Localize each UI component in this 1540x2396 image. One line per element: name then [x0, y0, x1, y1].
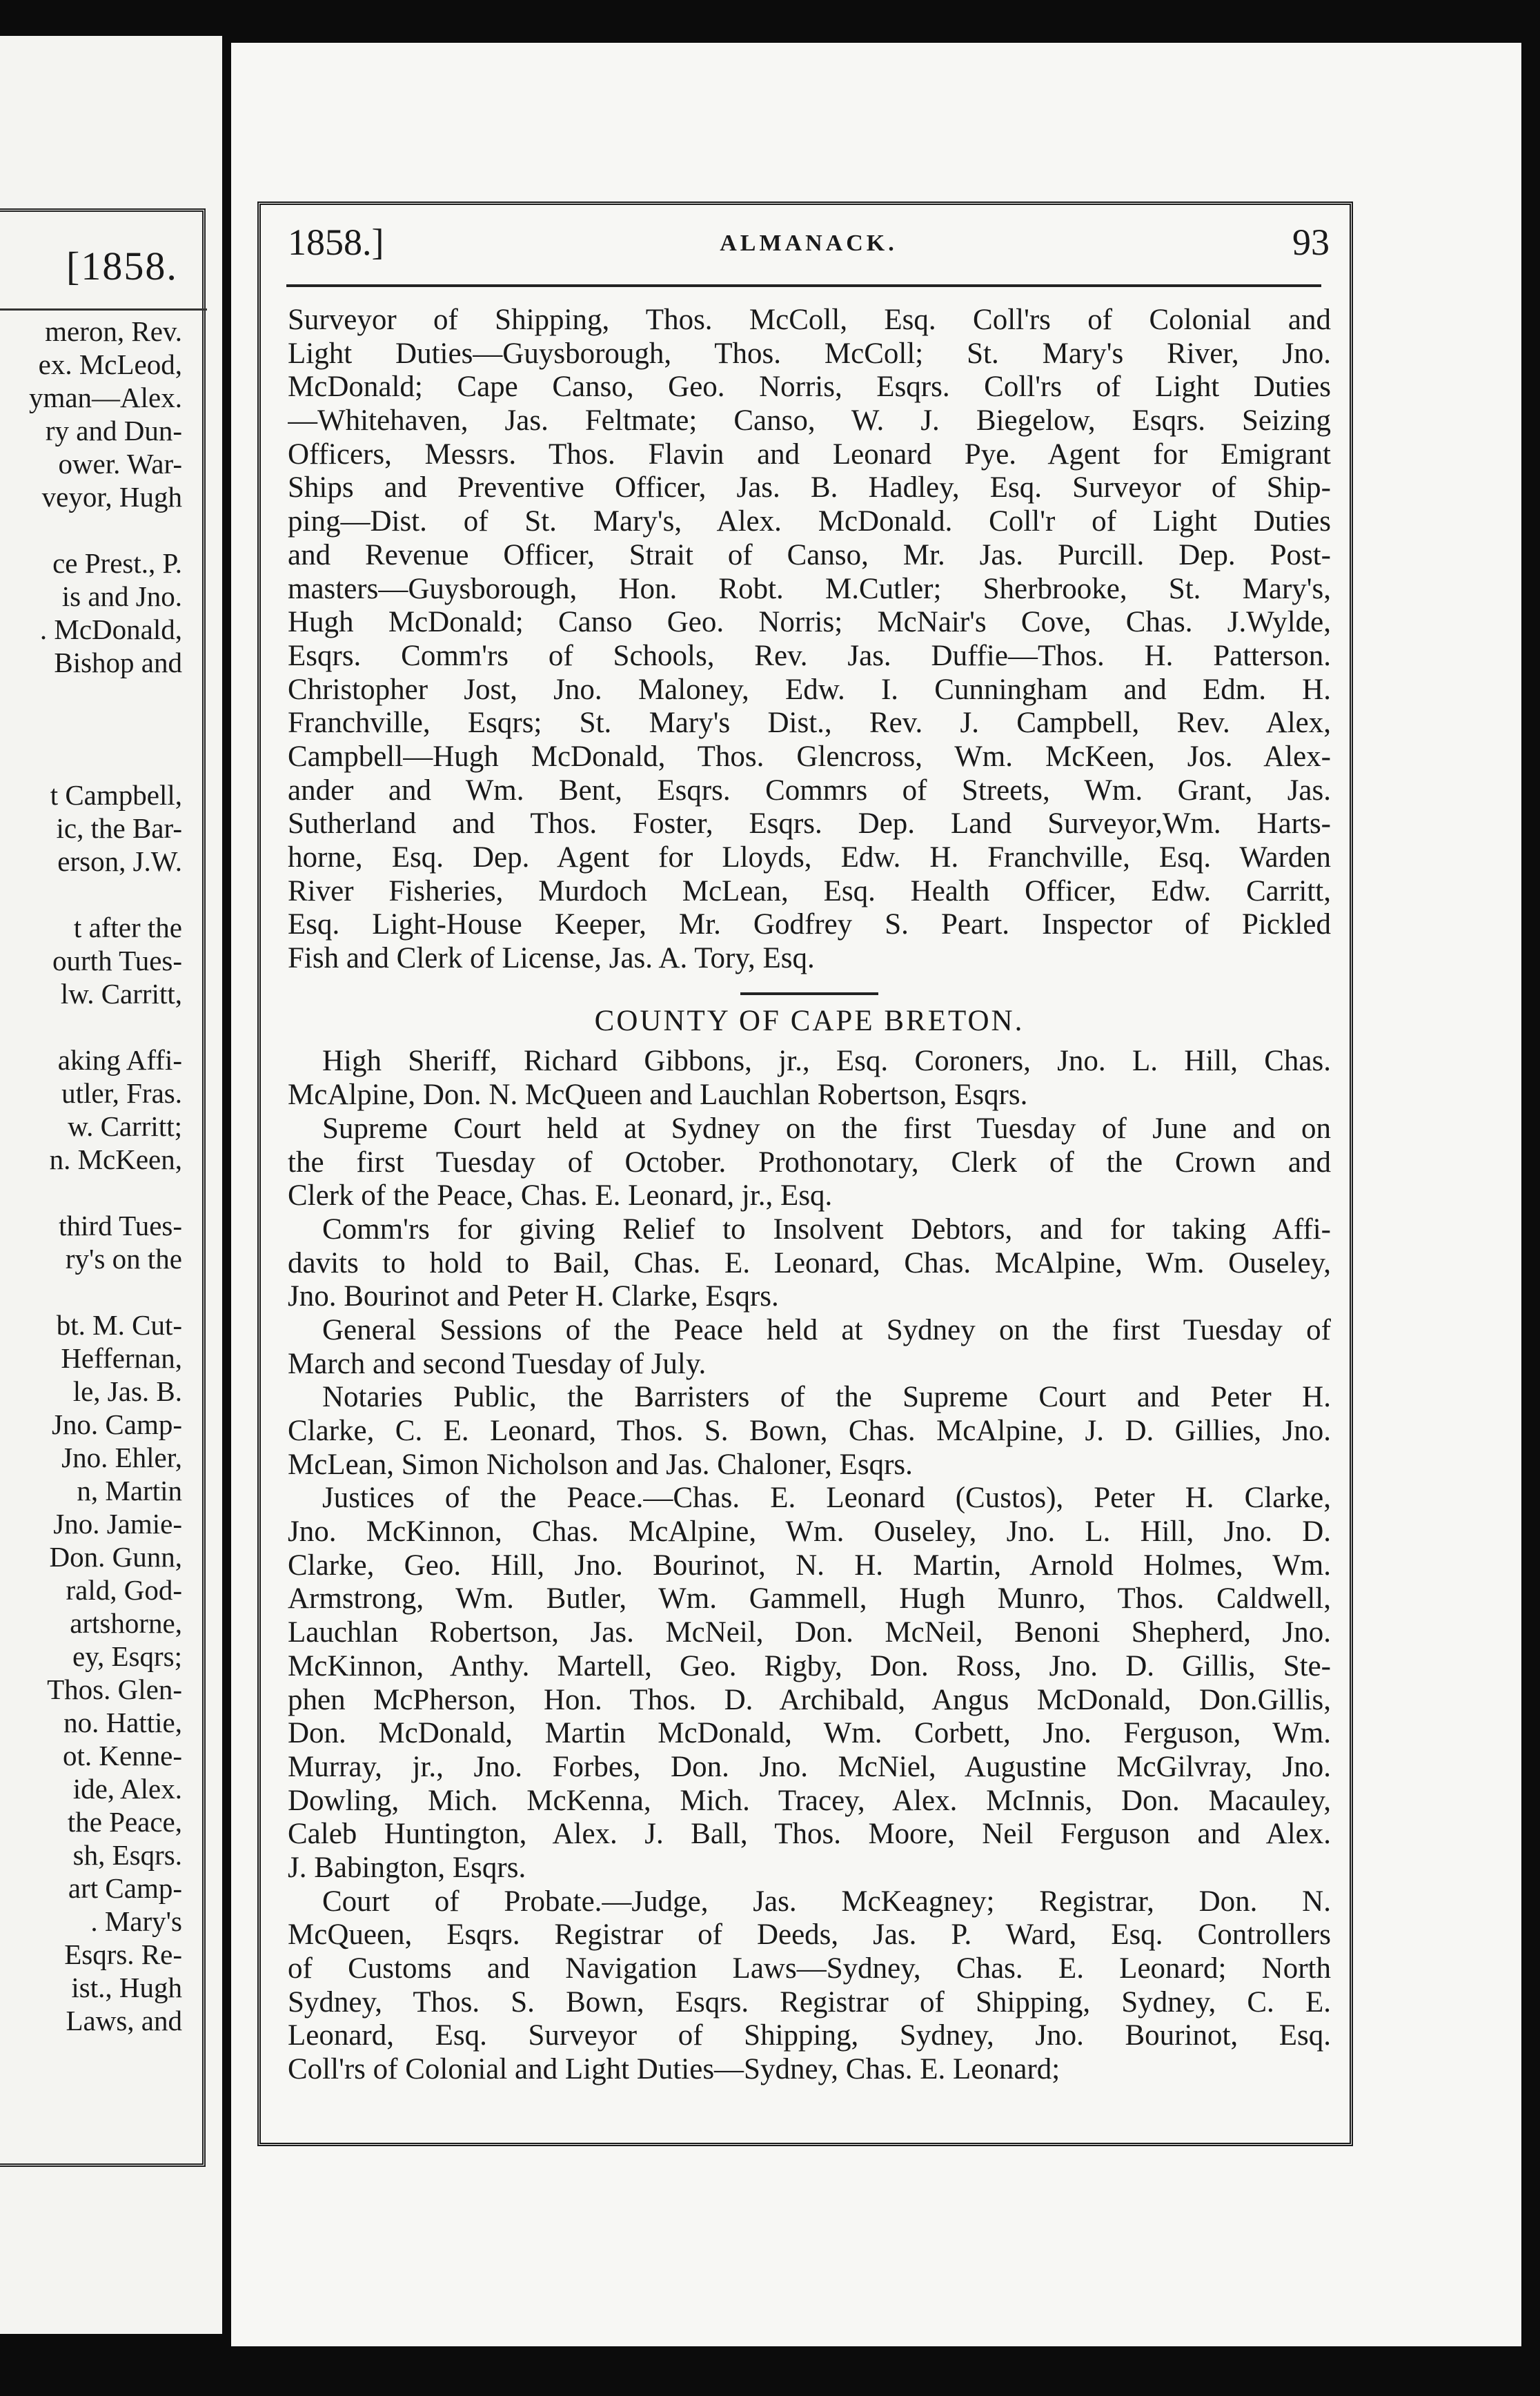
text-line: ist., Hugh — [71, 1972, 182, 2003]
text-line: . Mary's — [90, 1905, 182, 1937]
text-line: Franchville, Esqrs; St. Mary's Dist., Rev. J. Campbell, Rev. Alex, — [288, 707, 1331, 740]
text-line: Armstrong, Wm. Butler, Wm. Gammell, Hugh Munro, Thos. Caldwell, — [288, 1582, 1331, 1616]
text-line: ower. War- — [58, 448, 182, 480]
text-line: n, Martin — [77, 1475, 182, 1506]
text-line: aking Affi- — [57, 1044, 182, 1076]
text-line — [0, 1275, 182, 1308]
text-line: w. Carritt; — [68, 1110, 182, 1142]
text-line: Esqrs. Comm'rs of Schools, Rev. Jas. Duffie—Thos. H. Patterson. — [288, 639, 1331, 672]
text-line — [0, 745, 182, 778]
section-divider — [740, 992, 878, 995]
text-line: Comm'rs for giving Relief to Insolvent Debtors, and for taking Affi- — [322, 1212, 1331, 1246]
text-line: Heffernan, — [61, 1342, 182, 1374]
text-line: le, Jas. B. — [72, 1375, 182, 1407]
text-line: ourth Tues- — [52, 945, 182, 976]
text-line: of Customs and Navigation Laws—Sydney, Chas. E. Leonard; North — [288, 1952, 1331, 1985]
guysborough-section — [288, 304, 1331, 976]
text-line — [0, 513, 182, 547]
text-line: veyor, Hugh — [41, 481, 182, 513]
text-line: McLean, Simon Nicholson and Jas. Chaloner, Esqrs. — [288, 1448, 913, 1481]
text-line: Hugh McDonald; Canso Geo. Norris; McNair's Cove, Chas. J.Wylde, — [288, 606, 1331, 639]
text-line: Don. Gunn, — [49, 1541, 182, 1573]
text-line: ping—Dist. of St. Mary's, Alex. McDonald. Coll'r of Light Duties — [288, 505, 1331, 538]
text-line: McKinnon, Anthy. Martell, Geo. Rigby, Don. Ross, Jno. D. Gillis, Ste- — [288, 1649, 1331, 1682]
text-line: Fish and Clerk of License, Jas. A. Tory, Esq. — [288, 942, 815, 975]
text-line: horne, Esq. Dep. Agent for Lloyds, Edw. H. Franchville, Esq. Warden — [288, 841, 1331, 874]
text-line: ry's on the — [65, 1243, 182, 1275]
header-title: ALMANACK. — [720, 230, 898, 256]
text-line: Laws, and — [66, 2005, 182, 2036]
text-line: rald, God- — [66, 1574, 182, 1606]
text-line: ey, Esqrs; — [72, 1640, 182, 1672]
text-line: t after the — [73, 912, 182, 943]
text-line: Clarke, Geo. Hill, Jno. Bourinot, N. H. Martin, Arnold Holmes, Wm. — [288, 1549, 1331, 1582]
text-line: Campbell—Hugh McDonald, Thos. Glencross, Wm. McKeen, Jos. Alex- — [288, 740, 1331, 773]
text-line: utler, Fras. — [61, 1077, 182, 1109]
text-line: Caleb Huntington, Alex. J. Ball, Thos. Moore, Neil Ferguson and Alex. — [288, 1818, 1331, 1851]
text-line: n. McKeen, — [49, 1143, 182, 1175]
text-line: phen McPherson, Hon. Thos. D. Archibald, Angus McDonald, Don.Gillis, — [288, 1683, 1331, 1716]
text-line: Justices of the Peace.—Chas. E. Leonard (Custos), Peter H. Clarke, — [322, 1482, 1331, 1515]
text-line: the Peace, — [67, 1806, 182, 1838]
cape-breton-section — [288, 1045, 1331, 2086]
text-line: is and Jno. — [61, 580, 182, 612]
text-line: Jno. Bourinot and Peter H. Clarke, Esqrs. — [288, 1280, 779, 1313]
text-line: t Campbell, — [50, 779, 182, 811]
text-line: Don. McDonald, Martin McDonald, Wm. Corbett, Jno. Ferguson, Wm. — [288, 1717, 1331, 1750]
text-line: Thos. Glen- — [47, 1673, 182, 1705]
section-title: COUNTY OF CAPE BRETON. — [594, 1004, 1025, 1037]
text-line: High Sheriff, Richard Gibbons, jr., Esq. Coroners, Jno. L. Hill, Chas. — [322, 1045, 1331, 1078]
text-line: lw. Carritt, — [60, 978, 182, 1010]
text-line: ic, the Bar- — [56, 812, 182, 844]
text-line: artshorne, — [70, 1607, 182, 1639]
text-line: Sutherland and Thos. Foster, Esqrs. Dep. Land Surveyor,Wm. Harts- — [288, 807, 1331, 841]
text-line: River Fisheries, Murdoch McLean, Esq. Health Officer, Edw. Carritt, — [288, 874, 1331, 907]
left-facing-page — [0, 36, 222, 2334]
text-line: McQueen, Esqrs. Registrar of Deeds, Jas. P. Ward, Esq. Controllers — [288, 1918, 1331, 1952]
text-line: Jno. Ehler, — [61, 1442, 182, 1473]
text-line: McAlpine, Don. N. McQueen and Lauchlan Robertson, Esqrs. — [288, 1079, 1028, 1112]
page-header — [288, 221, 1330, 283]
text-line: Sydney, Thos. S. Bown, Esqrs. Registrar of Shipping, Sydney, C. E. — [288, 1985, 1331, 2019]
text-line: Esq. Light-House Keeper, Mr. Godfrey S. Peart. Inspector of Pickled — [288, 908, 1331, 941]
main-page — [231, 43, 1521, 2346]
text-line: General Sessions of the Peace held at Sydney on the first Tuesday of — [322, 1313, 1331, 1346]
text-line: Jno. McKinnon, Chas. McAlpine, Wm. Ouseley, Jno. L. Hill, Jno. D. — [288, 1515, 1331, 1549]
text-line: the first Tuesday of October. Prothonotary, Clerk of the Crown and — [288, 1146, 1331, 1179]
text-line: Esqrs. Re- — [64, 1938, 182, 1970]
text-line: Clarke, C. E. Leonard, Thos. S. Bown, Chas. McAlpine, J. D. Gillies, Jno. — [288, 1415, 1331, 1447]
text-line: ide, Alex. — [72, 1773, 182, 1805]
text-line: Ships and Preventive Officer, Jas. B. Hadley, Esq. Surveyor of Ship- — [288, 471, 1331, 504]
header-rule — [286, 284, 1321, 287]
text-line: and Revenue Officer, Strait of Canso, Mr. Jas. Purcill. Dep. Post- — [288, 538, 1331, 571]
left-page-text — [0, 315, 182, 2037]
text-line: masters—Guysborough, Hon. Robt. M.Cutler; Sherbrooke, St. Mary's, — [288, 572, 1331, 605]
page-number: 93 — [1292, 222, 1330, 263]
text-line: Supreme Court held at Sydney on the first Tuesday of June and on — [322, 1112, 1331, 1145]
text-line: Jno. Camp- — [51, 1408, 182, 1440]
text-line: Surveyor of Shipping, Thos. McColl, Esq. Coll'rs of Colonial and — [288, 304, 1331, 336]
text-line: ot. Kenne- — [62, 1740, 182, 1771]
text-line — [0, 712, 182, 745]
text-line: Lauchlan Robertson, Jas. McNeil, Don. McNeil, Benoni Shepherd, Jno. — [288, 1616, 1331, 1649]
text-line: sh, Esqrs. — [72, 1839, 182, 1871]
text-line: ry and Dun- — [45, 415, 182, 446]
header-year: 1858.] — [288, 222, 384, 263]
text-line: Murray, jr., Jno. Forbes, Don. Jno. McNiel, Augustine McGilvray, Jno. — [288, 1750, 1331, 1783]
text-line: Dowling, Mich. McKenna, Mich. Tracey, Alex. McInnis, Don. Macauley, — [288, 1784, 1331, 1817]
text-line: Christopher Jost, Jno. Maloney, Edw. I. Cunningham and Edm. H. — [288, 673, 1331, 706]
text-line: Jno. Jamie- — [53, 1508, 182, 1540]
text-line: Notaries Public, the Barristers of the Supreme Court and Peter H. — [322, 1381, 1331, 1414]
text-line: ce Prest., P. — [52, 547, 182, 579]
text-line: Coll'rs of Colonial and Light Duties—Sydney, Chas. E. Leonard; — [288, 2053, 1060, 2086]
page-body — [288, 304, 1331, 2087]
text-line — [0, 1176, 182, 1209]
text-line: Officers, Messrs. Thos. Flavin and Leonard Pye. Agent for Emigrant — [288, 438, 1331, 471]
text-line — [0, 878, 182, 911]
text-line: . McDonald, — [39, 613, 182, 645]
text-line: davits to hold to Bail, Chas. E. Leonard, Chas. McAlpine, Wm. Ouseley, — [288, 1246, 1331, 1279]
text-line: Light Duties—Guysborough, Thos. McColl; St. Mary's River, Jno. — [288, 337, 1331, 370]
left-header-rule — [0, 308, 207, 311]
text-line: McDonald; Cape Canso, Geo. Norris, Esqrs. Coll'rs of Light Duties — [288, 371, 1331, 404]
text-line: —Whitehaven, Jas. Feltmate; Canso, W. J. Biegelow, Esqrs. Seizing — [288, 404, 1331, 438]
text-line: third Tues- — [59, 1210, 182, 1241]
text-line — [0, 1010, 182, 1043]
text-line: Clerk of the Peace, Chas. E. Leonard, jr., Esq. — [288, 1179, 833, 1212]
left-page-header: [1858. — [66, 244, 178, 288]
text-line: ex. McLeod, — [38, 348, 182, 380]
text-line: art Camp- — [68, 1872, 182, 1904]
text-line — [0, 679, 182, 712]
text-line: J. Babington, Esqrs. — [288, 1851, 526, 1884]
text-line: Bishop and — [54, 647, 182, 678]
text-line: ander and Wm. Bent, Esqrs. Commrs of Streets, Wm. Grant, Jas. — [288, 774, 1331, 807]
text-line: yman—Alex. — [28, 382, 182, 413]
text-line: erson, J.W. — [57, 845, 182, 877]
text-line: bt. M. Cut- — [56, 1309, 182, 1341]
text-line: Court of Probate.—Judge, Jas. McKeagney; Registrar, Don. N. — [322, 1885, 1331, 1918]
text-line: March and second Tuesday of July. — [288, 1347, 707, 1380]
text-line: Leonard, Esq. Surveyor of Shipping, Sydney, Jno. Bourinot, Esq. — [288, 2019, 1331, 2052]
text-line: no. Hattie, — [63, 1707, 182, 1738]
text-line: meron, Rev. — [45, 315, 182, 347]
